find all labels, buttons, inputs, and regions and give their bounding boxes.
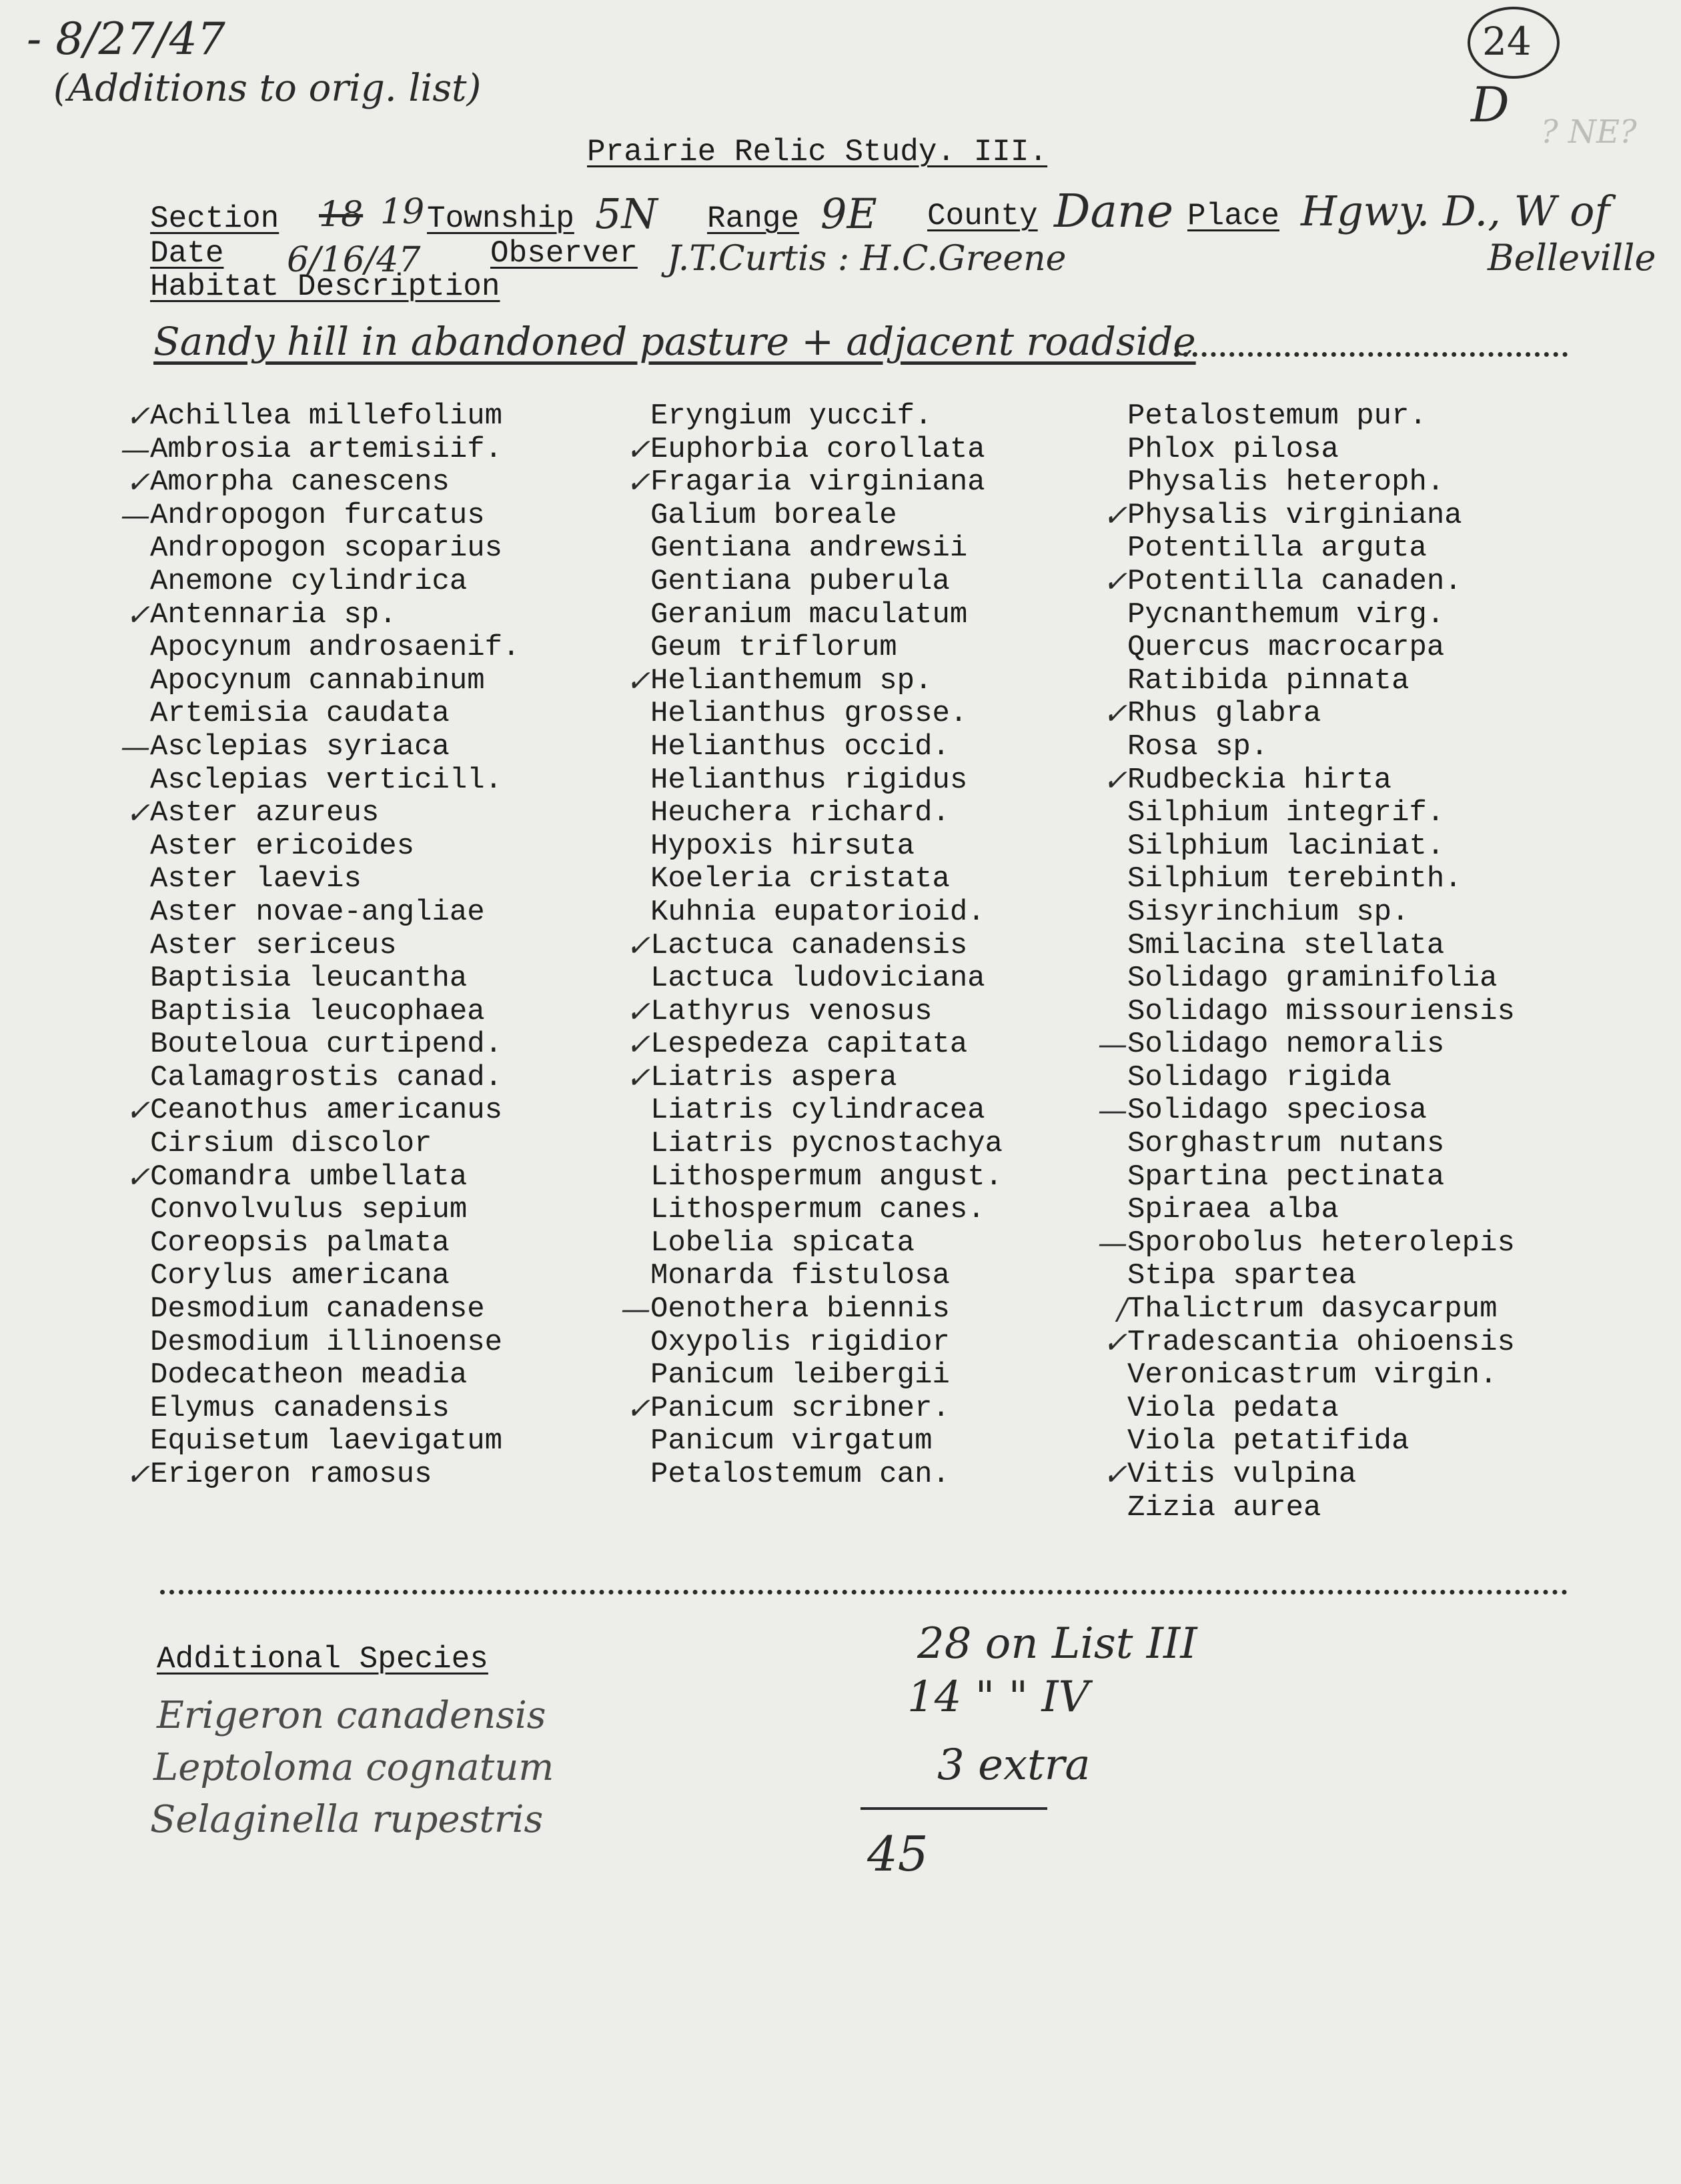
species-name: Panicum scribner. bbox=[650, 1391, 950, 1425]
check-mark: ✓ bbox=[626, 1391, 650, 1426]
tally-line-1: 28 on List III bbox=[917, 1619, 1197, 1669]
species-name: Gentiana andrewsii bbox=[650, 531, 968, 566]
species-name: Lespedeza capitata bbox=[650, 1028, 968, 1062]
sheet-letter: D bbox=[1471, 77, 1510, 133]
species-name: Erigeron ramosus bbox=[150, 1458, 432, 1491]
species-entry bbox=[150, 1392, 520, 1426]
additional-species-3: Selaginella rupestris bbox=[150, 1798, 544, 1841]
species-name: Stipa spartea bbox=[1127, 1259, 1357, 1293]
species-name: Bouteloua curtipend. bbox=[150, 1028, 503, 1062]
species-entry bbox=[1103, 498, 1515, 533]
species-name: Aster sericeus bbox=[150, 928, 397, 962]
species-name: Desmodium canadense bbox=[150, 1292, 485, 1326]
species-entry bbox=[125, 1094, 520, 1128]
species-entry bbox=[626, 1060, 1003, 1095]
species-name: Solidago rigida bbox=[1127, 1060, 1392, 1094]
species-entry bbox=[650, 499, 1003, 533]
top-left-note: (Additions to orig. list) bbox=[53, 67, 482, 110]
species-name: Monarda fistulosa bbox=[650, 1259, 950, 1293]
species-name: Aster novae-angliae bbox=[150, 895, 485, 929]
species-entry bbox=[1127, 400, 1515, 433]
species-name: Physalis virginiana bbox=[1127, 498, 1462, 532]
species-entry bbox=[650, 797, 1003, 830]
species-name: Panicum virgatum bbox=[650, 1424, 933, 1458]
species-entry bbox=[650, 830, 1003, 864]
species-entry bbox=[626, 994, 1003, 1029]
species-entry bbox=[650, 1161, 1003, 1194]
species-name: Thalictrum dasycarpum bbox=[1127, 1292, 1498, 1326]
species-entry bbox=[125, 598, 520, 632]
species-name: Galium boreale bbox=[650, 498, 897, 532]
township-value: 5N bbox=[595, 189, 658, 238]
species-name: Solidago missouriensis bbox=[1127, 994, 1515, 1028]
range-value: 9E bbox=[820, 189, 877, 238]
species-name: Oenothera biennis bbox=[650, 1292, 950, 1326]
species-column-2 bbox=[621, 399, 1003, 1492]
check-mark: — bbox=[121, 432, 150, 467]
check-mark: — bbox=[1098, 1028, 1127, 1062]
species-name: Phlox pilosa bbox=[1127, 432, 1339, 466]
species-name: Liatris pycnostachya bbox=[650, 1127, 1003, 1161]
species-entry bbox=[1098, 1094, 1515, 1128]
species-entry bbox=[150, 1128, 520, 1161]
species-name: Sorghastrum nutans bbox=[1127, 1127, 1445, 1161]
species-name: Lithospermum canes. bbox=[650, 1193, 985, 1227]
species-name: Koeleria cristata bbox=[650, 862, 950, 896]
species-name: Silphium terebinth. bbox=[1127, 862, 1462, 896]
species-entry bbox=[1127, 1161, 1515, 1194]
check-mark: — bbox=[121, 730, 150, 764]
tally-line-3: 3 extra bbox=[937, 1741, 1091, 1790]
species-entry bbox=[1127, 1062, 1515, 1095]
species-entry bbox=[1127, 632, 1515, 665]
species-entry bbox=[121, 498, 520, 533]
species-name: Amorpha canescens bbox=[150, 465, 450, 499]
species-entry bbox=[1127, 996, 1515, 1029]
species-name: Aster ericoides bbox=[150, 829, 415, 863]
species-column-3 bbox=[1098, 399, 1515, 1524]
species-entry bbox=[1127, 599, 1515, 632]
sheet-number: 24 bbox=[1482, 19, 1532, 64]
check-mark: ✓ bbox=[626, 1060, 650, 1095]
species-entry bbox=[1127, 1128, 1515, 1161]
species-entry bbox=[150, 566, 520, 599]
species-name: Geum triflorum bbox=[650, 631, 897, 665]
species-name: Kuhnia eupatorioid. bbox=[650, 895, 985, 929]
species-name: Petalostemum pur. bbox=[1127, 399, 1427, 433]
species-name: Eryngium yuccif. bbox=[650, 399, 933, 433]
species-entry bbox=[150, 962, 520, 996]
additional-species-1: Erigeron canadensis bbox=[157, 1694, 546, 1737]
species-name: Geranium maculatum bbox=[650, 598, 968, 632]
check-mark: ✓ bbox=[125, 1160, 150, 1194]
species-name: Achillea millefolium bbox=[150, 399, 503, 433]
species-entry bbox=[125, 796, 520, 831]
species-entry bbox=[1127, 1392, 1515, 1426]
species-entry bbox=[650, 698, 1003, 731]
faint-mark: ? NE? bbox=[1541, 113, 1637, 151]
species-name: Apocynum cannabinum bbox=[150, 664, 485, 698]
page-title: Prairie Relic Study. III. bbox=[587, 135, 1048, 169]
range-label: Range bbox=[707, 201, 800, 236]
species-entry bbox=[150, 863, 520, 896]
species-name: Panicum leibergii bbox=[650, 1358, 950, 1392]
species-name: Elymus canadensis bbox=[150, 1391, 450, 1425]
species-name: Calamagrostis canad. bbox=[150, 1060, 503, 1094]
species-entry bbox=[150, 1194, 520, 1227]
species-entry bbox=[1127, 433, 1515, 467]
check-mark: ✓ bbox=[125, 1094, 150, 1128]
check-mark: ✓ bbox=[1103, 763, 1127, 798]
species-entry bbox=[150, 1260, 520, 1293]
species-entry bbox=[1103, 1458, 1515, 1492]
species-entry bbox=[150, 1062, 520, 1095]
species-name: Potentilla canaden. bbox=[1127, 564, 1462, 598]
date-value: 6/16/47 bbox=[287, 240, 421, 280]
check-mark: ✓ bbox=[626, 928, 650, 963]
species-entry bbox=[650, 599, 1003, 632]
species-name: Pycnanthemum virg. bbox=[1127, 598, 1445, 632]
place-value-line2: Belleville bbox=[1488, 237, 1656, 279]
species-entry bbox=[650, 1227, 1003, 1260]
check-mark: ✓ bbox=[1103, 498, 1127, 533]
species-entry bbox=[650, 400, 1003, 433]
species-name: Potentilla arguta bbox=[1127, 531, 1427, 566]
species-entry bbox=[150, 665, 520, 698]
section-label: Section bbox=[150, 201, 279, 236]
species-entry bbox=[150, 1326, 520, 1360]
species-entry bbox=[1103, 763, 1515, 798]
species-name: Vitis vulpina bbox=[1127, 1458, 1357, 1491]
species-name: Coreopsis palmata bbox=[150, 1226, 450, 1260]
section-struck: 18 bbox=[319, 195, 364, 235]
species-name: Physalis heteroph. bbox=[1127, 465, 1445, 499]
species-name: Rosa sp. bbox=[1127, 730, 1269, 764]
species-name: Solidago graminifolia bbox=[1127, 962, 1498, 996]
species-name: Ambrosia artemisiif. bbox=[150, 432, 503, 466]
species-name: Cirsium discolor bbox=[150, 1127, 432, 1161]
species-entry bbox=[650, 1359, 1003, 1392]
township-label: Township bbox=[427, 201, 574, 236]
species-entry bbox=[150, 930, 520, 963]
species-entry bbox=[150, 764, 520, 798]
species-entry bbox=[150, 1425, 520, 1458]
check-mark: — bbox=[121, 498, 150, 533]
species-name: Viola pedata bbox=[1127, 1391, 1339, 1425]
species-entry bbox=[626, 1391, 1003, 1426]
species-name: Spartina pectinata bbox=[1127, 1160, 1445, 1194]
section-divider bbox=[160, 1590, 1568, 1594]
check-mark: ✓ bbox=[626, 465, 650, 500]
species-entry bbox=[121, 730, 520, 764]
tally-total: 45 bbox=[867, 1826, 929, 1882]
species-entry bbox=[1127, 1425, 1515, 1458]
species-entry bbox=[1103, 564, 1515, 599]
species-entry bbox=[1127, 1194, 1515, 1227]
species-entry bbox=[125, 399, 520, 433]
species-entry bbox=[1127, 1492, 1515, 1525]
place-label: Place bbox=[1187, 199, 1280, 233]
species-entry bbox=[150, 830, 520, 864]
species-name: Solidago nemoralis bbox=[1127, 1028, 1445, 1062]
species-entry bbox=[626, 664, 1003, 698]
species-name: Sporobolus heterolepis bbox=[1127, 1226, 1515, 1260]
species-entry bbox=[1127, 962, 1515, 996]
species-entry bbox=[150, 1028, 520, 1062]
species-name: Baptisia leucantha bbox=[150, 962, 468, 996]
species-entry bbox=[1127, 731, 1515, 764]
species-name: Spiraea alba bbox=[1127, 1193, 1339, 1227]
species-name: Lactuca ludoviciana bbox=[650, 962, 985, 996]
species-entry bbox=[121, 432, 520, 467]
species-entry bbox=[150, 1293, 520, 1326]
species-name: Apocynum androsaenif. bbox=[150, 631, 520, 665]
species-entry bbox=[1098, 1226, 1515, 1260]
species-entry bbox=[1098, 1028, 1515, 1062]
section-value: 19 bbox=[380, 192, 425, 232]
species-name: Hypoxis hirsuta bbox=[650, 829, 915, 863]
species-name: Baptisia leucophaea bbox=[150, 994, 485, 1028]
county-value: Dane bbox=[1054, 185, 1174, 238]
species-name: Antennaria sp. bbox=[150, 598, 397, 632]
check-mark: — bbox=[621, 1292, 650, 1327]
species-name: Artemisia caudata bbox=[150, 697, 450, 731]
check-mark: — bbox=[1098, 1226, 1127, 1260]
habitat-label: Habitat Description bbox=[150, 269, 500, 304]
species-name: Lathyrus venosus bbox=[650, 994, 933, 1028]
check-mark: ✓ bbox=[1103, 697, 1127, 732]
check-mark: ✓ bbox=[125, 598, 150, 632]
species-entry bbox=[650, 1425, 1003, 1458]
species-entry bbox=[621, 1292, 1003, 1327]
check-mark: ✓ bbox=[125, 465, 150, 500]
species-name: Fragaria virginiana bbox=[650, 465, 985, 499]
species-entry bbox=[650, 863, 1003, 896]
species-name: Lobelia spicata bbox=[650, 1226, 915, 1260]
species-name: Zizia aurea bbox=[1127, 1490, 1321, 1524]
species-name: Lactuca canadensis bbox=[650, 928, 968, 962]
species-name: Oxypolis rigidior bbox=[650, 1325, 950, 1359]
species-entry bbox=[626, 465, 1003, 500]
species-entry bbox=[1127, 797, 1515, 830]
species-entry bbox=[150, 1359, 520, 1392]
species-column-1 bbox=[121, 399, 520, 1492]
species-name: Corylus americana bbox=[150, 1259, 450, 1293]
species-entry bbox=[1103, 1325, 1515, 1360]
species-entry bbox=[1127, 863, 1515, 896]
species-name: Petalostemum can. bbox=[650, 1458, 950, 1491]
species-entry bbox=[125, 465, 520, 500]
species-name: Comandra umbellata bbox=[150, 1160, 468, 1194]
species-entry bbox=[650, 566, 1003, 599]
species-name: Aster laevis bbox=[150, 862, 362, 896]
species-entry bbox=[1103, 697, 1515, 732]
check-mark: ✓ bbox=[1103, 564, 1127, 599]
check-mark: ✓ bbox=[125, 796, 150, 831]
species-name: Sisyrinchium sp. bbox=[1127, 895, 1410, 929]
species-entry bbox=[1127, 1260, 1515, 1293]
species-name: Silphium laciniat. bbox=[1127, 829, 1445, 863]
check-mark: ✓ bbox=[125, 399, 150, 433]
species-name: Liatris cylindracea bbox=[650, 1094, 985, 1128]
habitat-value: Sandy hill in abandoned pasture + adjacent roadside bbox=[153, 319, 1196, 364]
species-entry bbox=[1127, 466, 1515, 499]
species-name: Rhus glabra bbox=[1127, 697, 1321, 731]
species-name: Aster azureus bbox=[150, 796, 380, 830]
species-name: Helianthemum sp. bbox=[650, 664, 933, 698]
species-entry bbox=[650, 1194, 1003, 1227]
check-mark: ✓ bbox=[1103, 1458, 1127, 1492]
check-mark: ✓ bbox=[125, 1458, 150, 1492]
species-entry bbox=[650, 1128, 1003, 1161]
species-entry bbox=[150, 896, 520, 930]
habitat-dotted-line bbox=[1174, 352, 1568, 357]
species-entry bbox=[1127, 830, 1515, 864]
species-entry bbox=[125, 1160, 520, 1194]
observer-label: Observer bbox=[490, 236, 638, 271]
species-entry bbox=[650, 1458, 1003, 1492]
check-mark: — bbox=[1098, 1094, 1127, 1128]
species-entry bbox=[650, 632, 1003, 665]
species-entry bbox=[650, 1260, 1003, 1293]
species-name: Veronicastrum virgin. bbox=[1127, 1358, 1498, 1392]
species-entry bbox=[1127, 1359, 1515, 1392]
species-entry bbox=[650, 1094, 1003, 1128]
tally-line-2: 14 " " IV bbox=[907, 1673, 1089, 1722]
species-name: Quercus macrocarpa bbox=[1127, 631, 1445, 665]
species-entry bbox=[650, 764, 1003, 798]
species-name: Tradescantia ohioensis bbox=[1127, 1325, 1515, 1359]
species-name: Viola petatifida bbox=[1127, 1424, 1410, 1458]
check-mark: ✓ bbox=[626, 994, 650, 1029]
species-name: Andropogon furcatus bbox=[150, 498, 485, 532]
species-entry bbox=[626, 432, 1003, 467]
observer-value: J.T.Curtis : H.C.Greene bbox=[667, 239, 1067, 279]
additional-species-2: Leptoloma cognatum bbox=[153, 1746, 554, 1789]
species-name: Gentiana puberula bbox=[650, 564, 950, 598]
species-name: Anemone cylindrica bbox=[150, 564, 468, 598]
check-mark: ✓ bbox=[1103, 1325, 1127, 1360]
county-label: County bbox=[927, 199, 1038, 233]
species-entry bbox=[125, 1458, 520, 1492]
species-name: Rudbeckia hirta bbox=[1127, 763, 1392, 797]
species-name: Helianthus occid. bbox=[650, 730, 950, 764]
species-entry bbox=[650, 731, 1003, 764]
top-left-date: - 8/27/47 bbox=[27, 13, 225, 65]
species-entry bbox=[626, 1028, 1003, 1062]
species-entry bbox=[150, 996, 520, 1029]
additional-species-label: Additional Species bbox=[157, 1642, 488, 1677]
species-name: Lithospermum angust. bbox=[650, 1160, 1003, 1194]
species-name: Smilacina stellata bbox=[1127, 928, 1445, 962]
species-entry bbox=[650, 896, 1003, 930]
tally-sum-line bbox=[861, 1807, 1047, 1810]
species-name: Convolvulus sepium bbox=[150, 1193, 468, 1227]
species-entry bbox=[650, 1326, 1003, 1360]
species-name: Asclepias verticill. bbox=[150, 763, 503, 797]
species-name: Heuchera richard. bbox=[650, 796, 950, 830]
species-name: Dodecatheon meadia bbox=[150, 1358, 468, 1392]
species-name: Solidago speciosa bbox=[1127, 1094, 1427, 1128]
species-entry bbox=[650, 532, 1003, 566]
species-name: Ceanothus americanus bbox=[150, 1094, 503, 1128]
species-name: Helianthus rigidus bbox=[650, 763, 968, 797]
species-name: Asclepias syriaca bbox=[150, 730, 450, 764]
species-entry bbox=[150, 632, 520, 665]
check-mark: ✓ bbox=[626, 664, 650, 698]
species-name: Liatris aspera bbox=[650, 1060, 897, 1094]
place-value-line1: Hgwy. D., W of bbox=[1301, 187, 1610, 235]
species-entry bbox=[1127, 930, 1515, 963]
species-name: Euphorbia corollata bbox=[650, 432, 985, 466]
check-mark: / bbox=[1117, 1292, 1127, 1327]
date-label: Date bbox=[150, 236, 224, 271]
species-entry bbox=[1127, 665, 1515, 698]
species-entry bbox=[1127, 532, 1515, 566]
species-entry bbox=[1117, 1292, 1515, 1327]
species-name: Ratibida pinnata bbox=[1127, 664, 1410, 698]
species-name: Helianthus grosse. bbox=[650, 697, 968, 731]
species-entry bbox=[150, 698, 520, 731]
species-name: Desmodium illinoense bbox=[150, 1325, 503, 1359]
species-entry bbox=[1127, 896, 1515, 930]
check-mark: ✓ bbox=[626, 432, 650, 467]
species-name: Andropogon scoparius bbox=[150, 531, 503, 566]
species-name: Silphium integrif. bbox=[1127, 796, 1445, 830]
species-entry bbox=[650, 962, 1003, 996]
species-entry bbox=[626, 928, 1003, 963]
species-entry bbox=[150, 1227, 520, 1260]
check-mark: ✓ bbox=[626, 1028, 650, 1062]
species-name: Equisetum laevigatum bbox=[150, 1424, 503, 1458]
species-entry bbox=[150, 532, 520, 566]
